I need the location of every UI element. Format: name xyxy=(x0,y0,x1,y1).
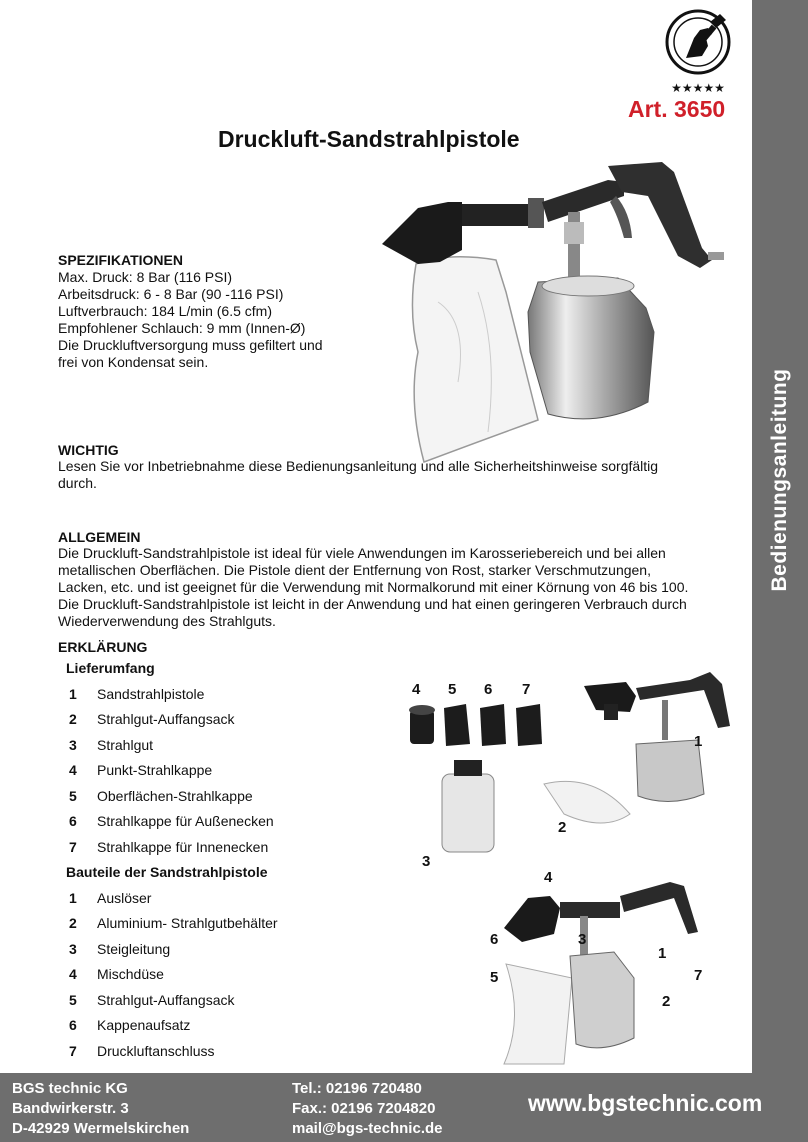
general-heading: ALLGEMEIN xyxy=(58,529,141,545)
website-link[interactable]: www.bgstechnic.com xyxy=(528,1090,763,1116)
list-item: 2 Strahlgut-Auffangsack xyxy=(69,711,235,727)
callout-label: 1 xyxy=(694,733,703,750)
spec-heading: SPEZIFIKATIONEN xyxy=(58,252,183,268)
delivery-parts-image xyxy=(404,664,744,874)
general-line: Die Druckluft-Sandstrahlpistole ist leicht in der Anwendung und hat einen geringeren Verbrauch durch xyxy=(58,596,687,612)
general-line: Lacken, etc. und ist geeignet für die Verwendung mit Normalkorund mit einer Körnung von 46 bis 100. xyxy=(58,579,689,595)
list-item: 2 Aluminium- Strahlgutbehälter xyxy=(69,915,278,931)
callout-label: 3 xyxy=(578,931,587,948)
important-heading: WICHTIG xyxy=(58,442,119,458)
general-line: Die Druckluft-Sandstrahlpistole ist ideal für viele Anwendungen im Karosseriebereich und bei allen xyxy=(58,545,666,561)
callout-label: 6 xyxy=(484,681,493,698)
list-item: 7 Druckluftanschluss xyxy=(69,1043,215,1059)
spec-line: Die Druckluftversorgung muss gefiltert und xyxy=(58,337,323,353)
list-item: 4 Punkt-Strahlkappe xyxy=(69,762,213,778)
list-item: 1 Auslöser xyxy=(69,890,152,906)
list-item: 4 Mischdüse xyxy=(69,966,164,982)
list-item: 7 Strahlkappe für Innenecken xyxy=(69,839,269,855)
article-number: Art. 3650 xyxy=(628,96,726,122)
callout-label: 5 xyxy=(490,969,499,986)
general-line: metallischen Oberflächen. Die Pistole dient der Entfernung von Rost, starker Verschmutzungen, xyxy=(58,562,651,578)
sandblast-gun-image xyxy=(378,152,728,472)
important-line: Lesen Sie vor Inbetriebnahme diese Bedienungsanleitung und alle Sicherheitshinweise sorgfältig xyxy=(58,458,659,474)
spec-line: frei von Kondensat sein. xyxy=(58,354,209,370)
callout-label: 7 xyxy=(694,967,703,984)
footer-contact xyxy=(292,1079,443,1139)
spec-line: Max. Druck: 8 Bar (116 PSI) xyxy=(58,269,233,285)
general-section xyxy=(58,529,748,630)
list-item: 5 Oberflächen-Strahlkappe xyxy=(69,788,253,804)
important-section xyxy=(58,442,748,492)
gun-components-image xyxy=(484,868,748,1068)
list-item: 1 Sandstrahlpistole xyxy=(69,686,205,702)
list-item: 3 Strahlgut xyxy=(69,737,154,753)
scope-of-delivery-heading: Lieferumfang xyxy=(66,660,155,676)
explanation-heading: ERKLÄRUNG xyxy=(58,639,148,655)
callout-label: 2 xyxy=(662,993,671,1010)
spec-line: Luftverbrauch: 184 L/min (6.5 cfm) xyxy=(58,303,272,319)
footer-company xyxy=(12,1079,189,1139)
company-name: BGS technic KG xyxy=(12,1080,128,1097)
callout-label: 6 xyxy=(490,931,499,948)
callout-label: 3 xyxy=(422,853,431,870)
callout-label: 5 xyxy=(448,681,457,698)
list-item: 5 Strahlgut-Auffangsack xyxy=(69,992,235,1008)
general-line: Wiederverwendung des Strahlguts. xyxy=(58,613,276,629)
side-label: Bedienungsanleitung xyxy=(768,368,791,592)
page-title: Druckluft-Sandstrahlpistole xyxy=(218,126,520,152)
fax: Fax.: 02196 7204820 xyxy=(292,1100,436,1117)
callout-label: 2 xyxy=(558,819,567,836)
logo-stars: ★★★★★ xyxy=(671,81,725,95)
company-city: D-42929 Wermelskirchen xyxy=(12,1120,190,1137)
phone: Tel.: 02196 720480 xyxy=(292,1080,422,1097)
important-line: durch. xyxy=(58,475,97,491)
company-street: Bandwirkerstr. 3 xyxy=(12,1100,129,1117)
callout-label: 4 xyxy=(412,681,421,698)
spec-line: Arbeitsdruck: 6 - 8 Bar (90 -116 PSI) xyxy=(58,286,284,302)
callout-label: 1 xyxy=(658,945,667,962)
callout-label: 7 xyxy=(522,681,531,698)
footer xyxy=(0,1073,808,1142)
email-link[interactable]: mail@bgs-technic.de xyxy=(292,1120,443,1137)
list-item: 6 Strahlkappe für Außenecken xyxy=(69,813,274,829)
bergland-logo xyxy=(664,8,732,98)
list-item: 3 Steigleitung xyxy=(69,941,171,957)
list-item: 6 Kappenaufsatz xyxy=(69,1017,191,1033)
spec-section xyxy=(58,252,378,371)
spec-line: Empfohlener Schlauch: 9 mm (Innen-Ø) xyxy=(58,320,306,336)
callout-label: 4 xyxy=(544,869,553,886)
components-heading: Bauteile der Sandstrahlpistole xyxy=(66,864,268,880)
